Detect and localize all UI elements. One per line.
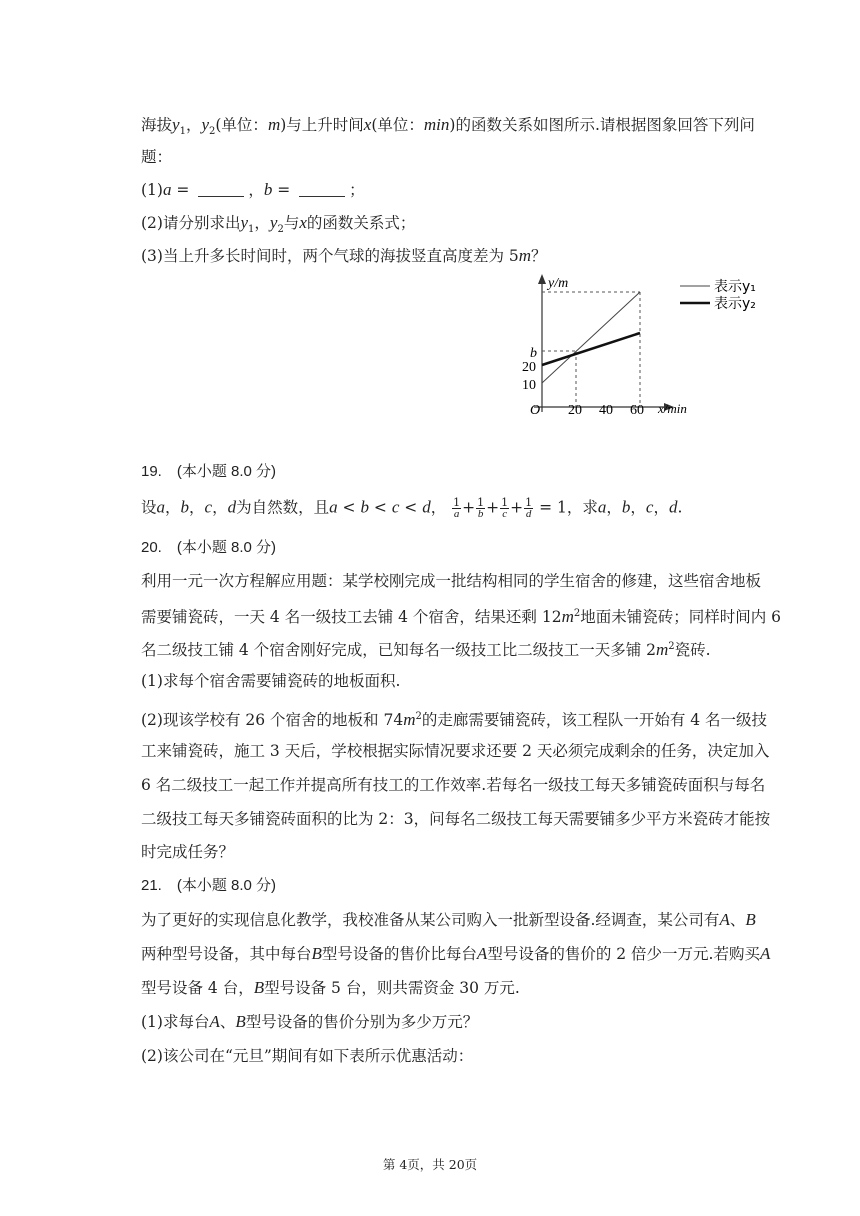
q20-line2: 需要铺瓷砖，一天 4 名一级技工去铺 4 个宿舍，结果还剩 $12m^2$地面未铺瓷砖；同样时间内 6 [141, 607, 782, 627]
origin-label: O [530, 403, 541, 418]
q21-l4a: (1)求每台 [141, 1013, 210, 1031]
q20-line4: (1)求每个宿舍需要铺瓷砖的地板面积. [141, 672, 401, 690]
y-tick-10: 10 [522, 378, 536, 393]
q18-p2-a: (2)请分别求出 [141, 214, 241, 232]
q21-l4b: 型号设备的售价分别为多少万元？ [245, 1013, 479, 1031]
q20-line8: 二级技工每天多铺瓷砖面积的比为 2：3，问每名二级技工每天需要铺多少平方米瓷砖才能按 [141, 810, 771, 828]
q18-intro-e: )的函数关系如图所示.请根据图象回答下列问 [449, 116, 755, 134]
q20-line6: 工来铺瓷砖，施工 3 天后，学校根据实际情况要求还要 2 天必须完成剩余的任务，决定加入 [141, 742, 770, 760]
x-tick-60: 60 [630, 403, 644, 418]
q18-p2-b: 与 [283, 214, 300, 232]
q20-l3a: 名二级技工铺 4 个宿舍刚好完成，已知每名一级技工比二级技工一天多铺 2 [141, 641, 657, 660]
q20-line7: 6 名二级技工一起工作并提高所有技工的工作效率.若每名一级技工每天多铺瓷砖面积与每名 [141, 776, 766, 794]
legend-y2-label: 表示y₂ [714, 296, 756, 312]
q20-line3: 名二级技工铺 4 个宿舍刚好完成，已知每名一级技工比二级技工一天多铺 $2m^2$瓷砖. [141, 640, 711, 660]
q18-p1-c: ； [349, 181, 365, 199]
q18-p1-a: (1) [141, 181, 163, 199]
q21-l3a: 型号设备 4 台， [141, 979, 254, 997]
q21-header: 21. (本小题 8.0 分) [141, 877, 277, 894]
q21-line5: (2)该公司在“元旦”期间有如下表所示优惠活动： [141, 1047, 474, 1065]
y-tick-b: b [530, 346, 537, 361]
q21-l1a: 为了更好的实现信息化教学，我校准备从某公司购入一批新型设备.经调查，某公司有 [141, 911, 720, 929]
q21-line1: 为了更好的实现信息化教学，我校准备从某公司购入一批新型设备.经调查，某公司有A、B [141, 910, 756, 929]
answer-blank-b[interactable] [299, 182, 345, 197]
q18-p2-c: 的函数关系式； [306, 214, 416, 232]
q21-l2c: 型号设备的售价的 2 倍少一万元.若购买 [487, 945, 760, 963]
q20-l3b: 瓷砖. [674, 641, 711, 660]
q21-l2b: 型号设备的售价比每台 [321, 945, 477, 963]
q21-l2a: 两种型号设备，其中每台 [141, 945, 312, 963]
frac-1-c: $\frac{1}{c}$ [501, 496, 509, 520]
frac-1-a: $\frac{1}{a}$ [453, 496, 461, 520]
q18-part2: (2)请分别求出$y_1$，$y_2$与x的函数关系式； [141, 213, 416, 236]
frac-1-b: $\frac{1}{b}$ [477, 496, 485, 520]
q18-p3-b: ？ [531, 247, 547, 265]
q20-header: 20. (本小题 8.0 分) [141, 539, 277, 556]
q20-l5b: 的走廊需要铺瓷砖，该工程队一开始有 4 名一级技 [421, 711, 768, 730]
y-axis-arrow [538, 274, 546, 284]
q21-line4: (1)求每台A、B型号设备的售价分别为多少万元？ [141, 1012, 479, 1031]
page-footer: 第 4页，共 20页 [382, 1157, 478, 1172]
q19-text-a: 设 [141, 498, 157, 517]
answer-blank-a[interactable] [198, 182, 244, 197]
q18-p3-a: (3)当上升多长时间时，两个气球的海拔竖直高度差为 [141, 247, 504, 265]
q18-intro-a: 海拔 [141, 116, 173, 134]
q20-line9: 时完成任务？ [141, 843, 235, 861]
q20-l2a: 需要铺瓷砖，一天 4 名一级技工去铺 4 个宿舍，结果还剩 12 [141, 608, 562, 627]
x-tick-40: 40 [599, 403, 613, 418]
q21-line2: 两种型号设备，其中每台B型号设备的售价比每台A型号设备的售价的 2 倍少一万元.若购买A [141, 944, 771, 963]
function-graph [520, 270, 765, 420]
q21-l3b: 型号设备 5 台，则共需资金 30 万元. [264, 979, 520, 997]
q19-text-c: ，求 [566, 498, 598, 517]
q21-line3: 型号设备 4 台，B型号设备 5 台，则共需资金 30 万元. [141, 978, 520, 997]
q20-line5: (2)现该学校有 26 个宿舍的地板和 $74m^2$的走廊需要铺瓷砖，该工程队一开始有 4 名一级技 [141, 710, 768, 730]
q18-intro-d: (单位： [371, 116, 424, 134]
q18-part3: (3)当上升多长时间时，两个气球的海拔竖直高度差为 5m？ [141, 246, 547, 265]
frac-1-d: $\frac{1}{d}$ [525, 496, 533, 520]
x-axis-label: x/min [658, 401, 687, 416]
q18-part1: (1)a = ，b = ； [141, 180, 365, 199]
q18-intro-line1: 海拔$y_1$，$y_2$(单位：m)与上升时间x(单位：min)的函数关系如图所示.请根据图象回答下列问 [141, 115, 755, 138]
q20-l5a: (2)现该学校有 26 个宿舍的地板和 74 [141, 711, 404, 730]
q18-p1-b: ， [248, 181, 264, 199]
legend-y1-label: 表示y₁ [714, 279, 756, 295]
q20-line1: 利用一元一次方程解应用题：某学校刚完成一批结构相同的学生宿舍的修建，这些宿舍地板 [141, 572, 762, 590]
q18-intro-c: )与上升时间 [280, 116, 364, 134]
x-tick-20: 20 [568, 403, 582, 418]
y-tick-20: 20 [522, 360, 536, 375]
q19-text-b: 为自然数，且 [236, 498, 330, 517]
q19-header: 19. (本小题 8.0 分) [141, 463, 277, 480]
q19-text: 设a，b，c，d为自然数，且a < b < c < d， $\frac{1}{a}$ + $\frac{1}{b}$ + $\frac{1}{c}$ + $\frac{1}{d}$ = 1，求a，b，c，d. [141, 496, 683, 520]
q20-l2b: 地面未铺瓷砖；同样时间内 6 [580, 608, 782, 627]
q18-intro-b: (单位： [215, 116, 268, 134]
q18-intro-line2: 题： [141, 148, 173, 166]
y-axis-label: y/m [548, 276, 569, 291]
